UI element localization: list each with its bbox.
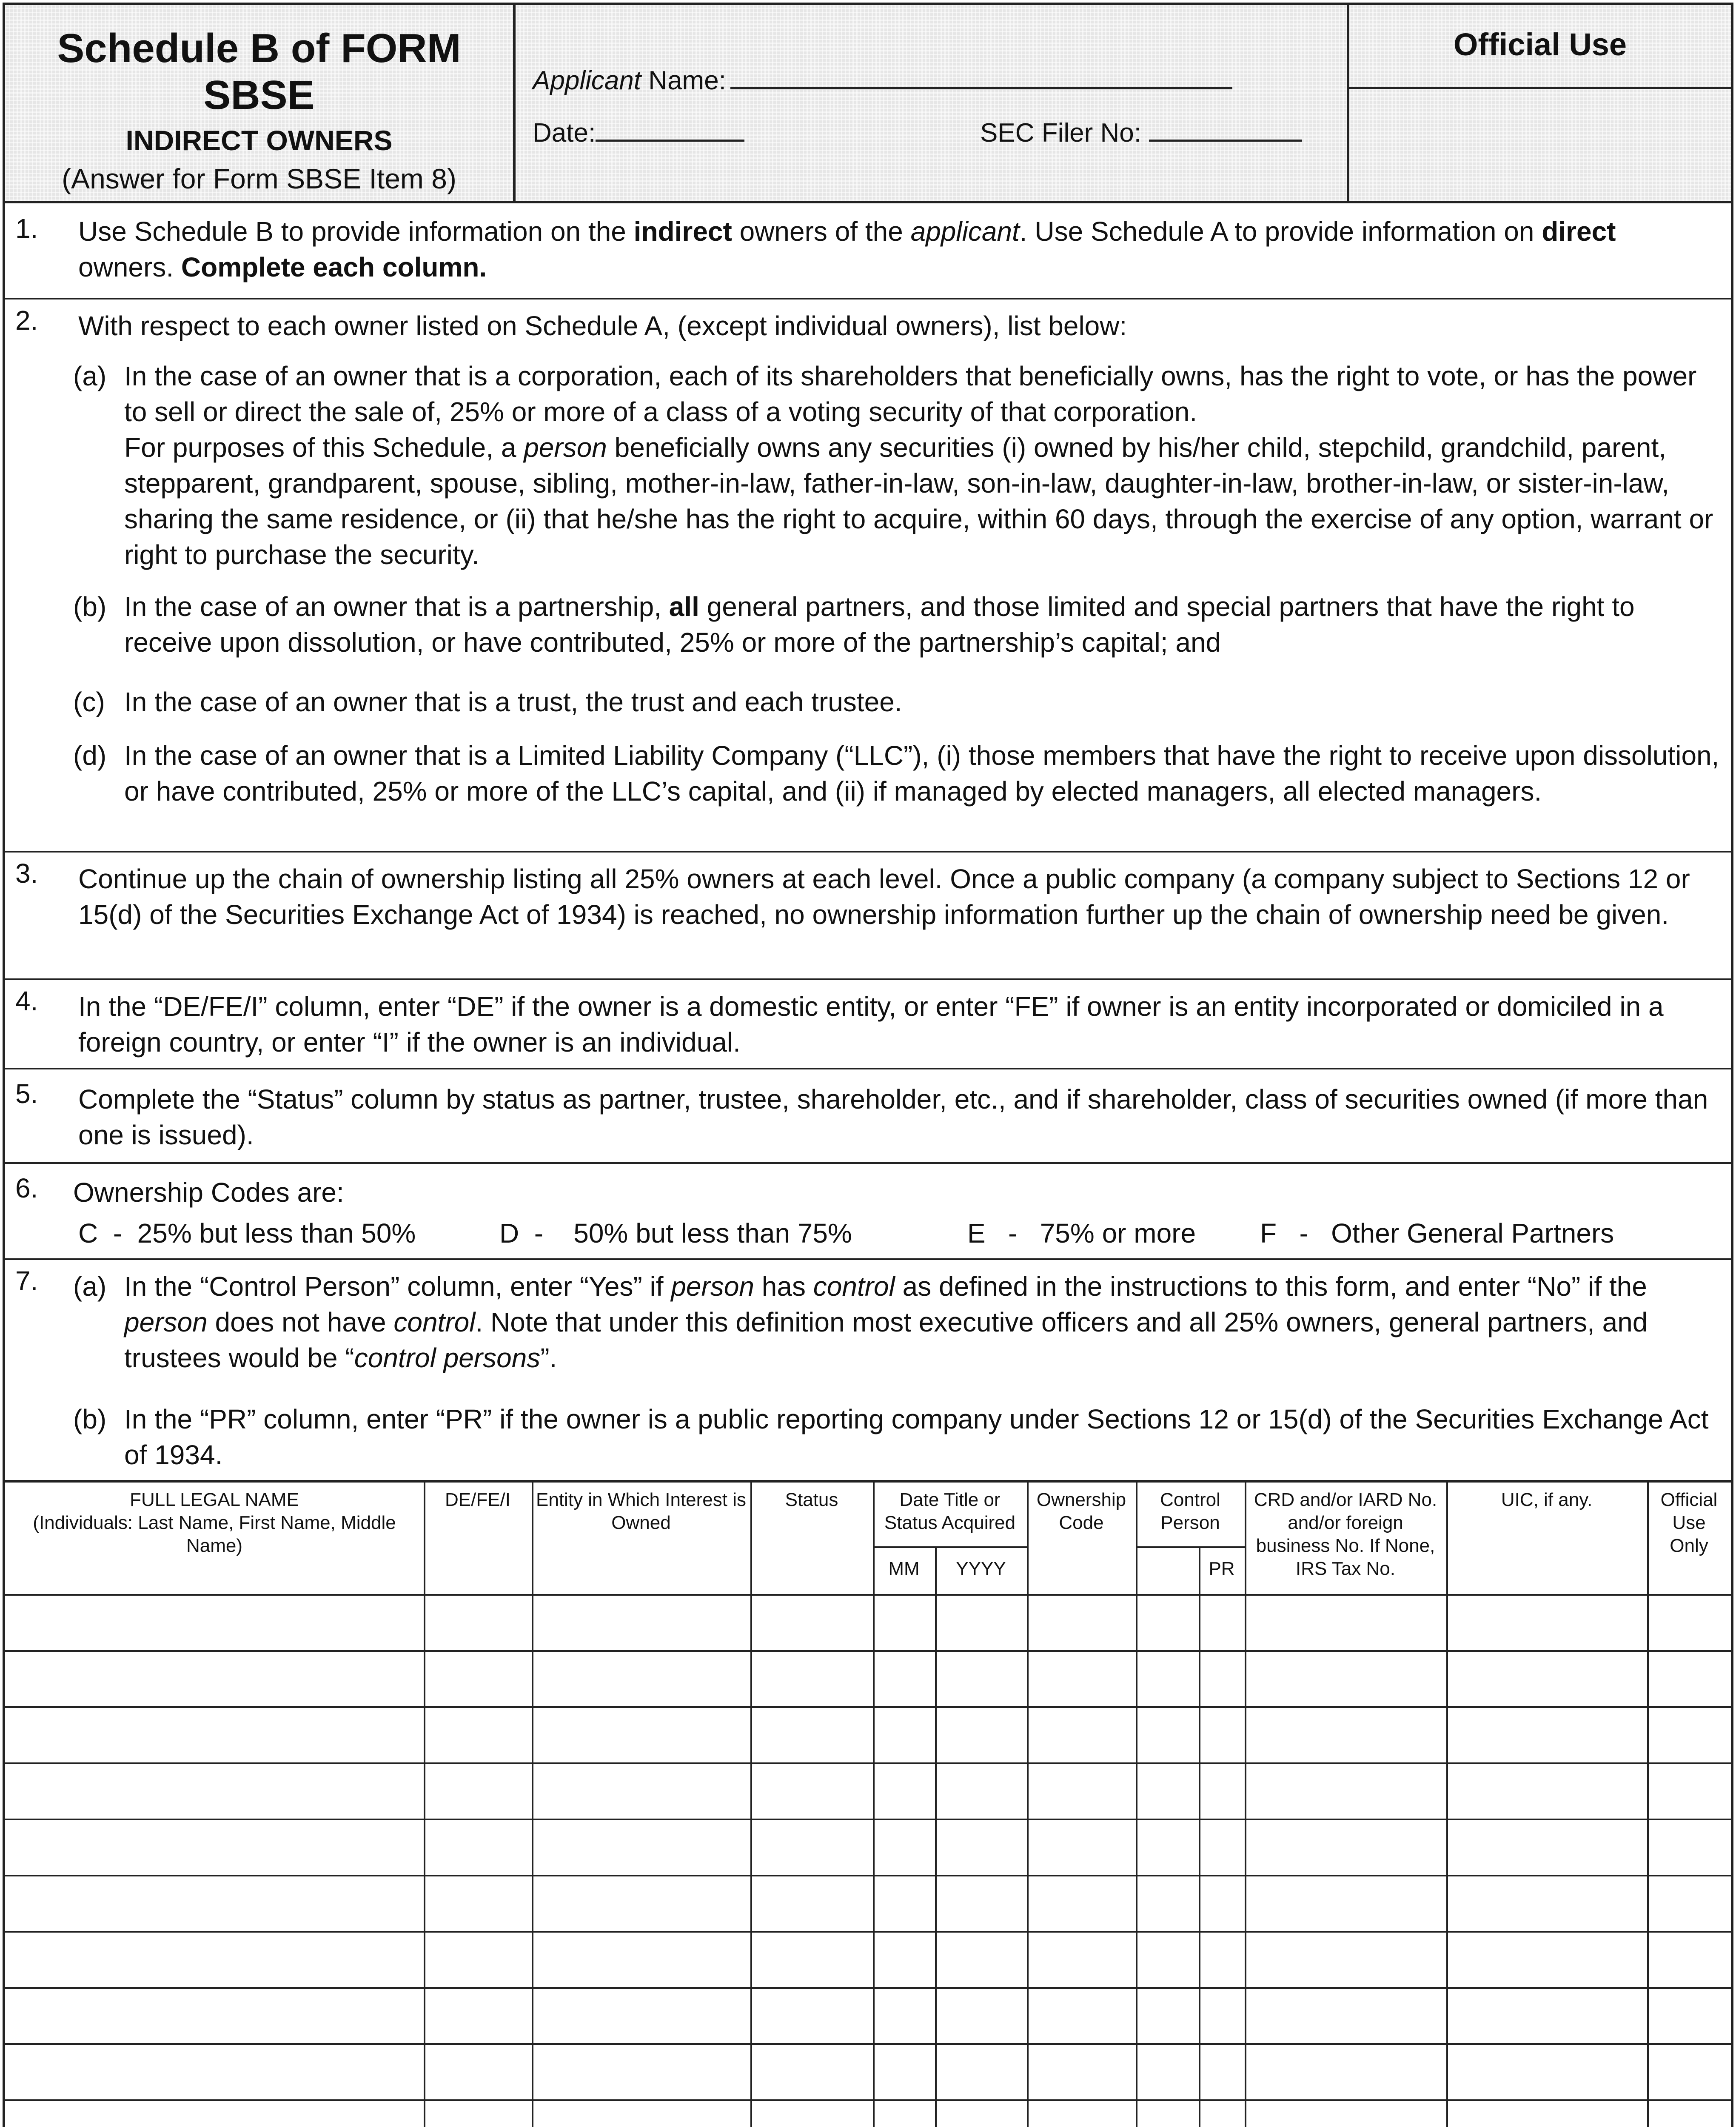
italic-run: applicant [910,216,1020,247]
item-label-d: (d) [73,740,107,771]
italic-run: person [671,1271,754,1302]
official-use-block [1349,5,1731,201]
text-run: . Note that under this definition most executive officers and all 25% owners, general partners, and trustees would be “ [124,1307,1648,1373]
italic-run: person [524,432,607,463]
header-ownership-code: Ownership Code [1036,1489,1126,1533]
ownership-code-d [499,1217,852,1249]
code-desc: 25% but less than 50% [137,1218,416,1249]
text-run: owners of the [732,216,911,247]
item-label-b: (b) [73,1404,107,1434]
indirect-owners-table [5,1480,1731,2127]
item-b-text: In the “PR” column, enter “PR” if the owner is a public reporting company under Sections 12 or 15(d) of the Securities Exchange Act of 1934. [124,1404,1709,1470]
header-status: Status [785,1489,838,1510]
instruction-text: Continue up the chain of ownership listing all 25% owners at each level. Once a public company (a company subject to Sections 12 or 15(d) of the Securities Exchange Act of 1934) is reached, no ownership information further up the chain of ownership need be given. [78,864,1690,930]
table-row[interactable] [5,2043,1731,2099]
code-dash: - [519,1218,574,1249]
form-subtitle: INDIRECT OWNERS [125,125,393,156]
instruction-6 [5,1164,1731,1260]
header-subtext: (Individuals: Last Name, First Name, Middle Name) [33,1512,396,1556]
item-label-b: (b) [73,591,107,622]
table-row[interactable] [5,1762,1731,1819]
sec-filer-line[interactable] [1149,115,1302,142]
instruction-number: 5. [15,1078,38,1109]
applicant-name-line[interactable] [730,63,1232,89]
instruction-number: 7. [15,1266,38,1296]
form-note: (Answer for Form SBSE Item 8) [62,163,456,194]
code-letter: D [499,1218,519,1249]
item-b-text [124,589,1724,660]
header-official-use: Official Use Only [1660,1489,1718,1556]
date-subheader-line [873,1546,1027,1548]
item-a-text [124,1269,1724,1376]
table-row[interactable] [5,1987,1731,2043]
header-text: FULL LEGAL NAME [130,1489,299,1510]
header-full-legal-name [5,1480,424,1557]
header-mm: MM [888,1558,920,1579]
instruction-intro: With respect to each owner listed on Schedule A, (except individual owners), list below: [78,311,1127,341]
official-use-divider [1349,87,1731,89]
code-desc: 75% or more [1040,1218,1196,1249]
item-label-c: (c) [73,687,105,717]
date-line[interactable] [596,115,744,142]
title-block [5,5,516,201]
table-row[interactable] [5,1931,1731,1987]
code-desc: 50% but less than 75% [573,1218,852,1249]
text-run: . Use Schedule A to provide information on [1019,216,1542,247]
applicant-name-field[interactable] [533,63,1232,96]
header-yyyy: YYYY [956,1558,1006,1579]
control-pr-divider [1199,1546,1200,1594]
item-d-text: In the case of an owner that is a Limited Liability Company (“LLC”), (i) those members that have the right to receive upon dissolution, or have contributed, 25% or more of the LLC’s capital, and (ii) if managed by elected managers, all elected managers. [124,740,1719,807]
instruction-number: 4. [15,986,38,1016]
text-run: general partners, and those limited and special partners that have the right to receive upon dissolution, or have contributed, 25% or more of the partnership’s capital; and [124,591,1635,658]
table-row[interactable] [5,1650,1731,1706]
item-c-text: In the case of an owner that is a trust, the trust and each trustee. [124,687,902,717]
code-dash: - [1277,1218,1331,1249]
mm-yyyy-divider [935,1546,937,1594]
table-row[interactable] [5,1875,1731,1931]
instruction-number: 2. [15,305,38,336]
code-letter: F [1260,1218,1277,1249]
table-row[interactable] [5,1706,1731,1762]
ownership-code-e [967,1217,1196,1249]
item-a-text [124,358,1724,573]
instruction-4 [5,980,1731,1069]
italic-run: control [393,1307,476,1337]
applicant-label-rest: Name: [641,66,726,95]
form-title-line1: Schedule B of FORM [57,26,461,71]
bold-run: Complete each column. [181,252,487,282]
text-run: In the case of an owner that is a partnership, [124,591,669,622]
text-run: owners. [78,252,181,282]
bold-run: all [669,591,699,622]
bold-run: direct [1542,216,1616,247]
ownership-codes-intro: Ownership Codes are: [73,1177,344,1208]
code-dash: - [98,1218,137,1249]
italic-run: control [813,1271,895,1302]
text-run: In the “Control Person” column, enter “Yes” if [124,1271,671,1302]
ownership-code-f [1260,1217,1614,1249]
header-uic: UIC, if any. [1501,1489,1593,1510]
instruction-1 [5,201,1731,299]
text-run: does not have [207,1307,394,1337]
text-run: For purposes of this Schedule, a [124,432,524,463]
text-run: Use Schedule B to provide information on the [78,216,634,247]
code-letter: E [967,1218,986,1249]
code-desc: Other General Partners [1331,1218,1614,1249]
italic-run: control persons [354,1343,541,1373]
instruction-2 [5,299,1731,853]
header-pr: PR [1209,1558,1235,1579]
instruction-text [78,214,1716,285]
header-control-person: Control Person [1160,1489,1220,1533]
applicant-label-italic: Applicant [533,66,641,95]
text-run: ”. [540,1343,557,1373]
sec-filer-field[interactable] [980,115,1302,148]
form-title-line2: SBSE [203,72,315,118]
italic-run: person [124,1307,208,1337]
date-label: Date: [533,118,596,148]
instruction-number: 3. [15,858,38,889]
table-row[interactable] [5,1594,1731,1650]
code-letter: C [78,1218,98,1249]
instruction-5 [5,1069,1731,1164]
control-subheader-line [1136,1546,1245,1548]
table-row[interactable] [5,1819,1731,1875]
bold-run: indirect [633,216,732,247]
schedule-b-form [3,3,1733,2127]
instruction-text: In the “DE/FE/I” column, enter “DE” if the owner is a domestic entity, or enter “FE” if owner is an entity incorporated or domiciled in a foreign country, or enter “I” if the owner is an individual. [78,991,1664,1058]
header-de-fe-i: DE/FE/I [445,1489,511,1510]
form-header [5,5,1731,203]
instruction-7 [5,1260,1731,1480]
date-field[interactable] [533,115,744,148]
text-run: In the case of an owner that is a corporation, each of its shareholders that beneficially owns, has the right to vote, or has the power to sell or direct the sale of, 25% or more of a class of a voting security of that corporation. [124,361,1697,427]
applicant-block [516,5,1349,201]
instruction-3 [5,853,1731,980]
sec-filer-label: SEC Filer No: [980,118,1141,148]
header-entity: Entity in Which Interest is Owned [536,1489,746,1533]
item-label-a: (a) [73,361,107,391]
instruction-number: 1. [15,213,38,244]
instruction-text: Complete the “Status” column by status as partner, trustee, shareholder, etc., and if shareholder, class of securities owned (if more than one is issued). [78,1084,1708,1150]
ownership-code-c [78,1217,416,1249]
text-run: as defined in the instructions to this form, and enter “No” if the [895,1271,1647,1302]
text-run: beneficially owns any securities (i) owned by his/her child, stepchild, grandchild, parent, stepparent, grandparent, spouse, sibling, mother-in-law, father-in-law, son-in-law, daughter-in-law, brother-in-law, or sister-in-law, sharing the same residence, or (ii) that he/she has the right to acquire, within 60 days, through the exercise of any option, warrant or right to purchase the security. [124,432,1713,570]
table-row[interactable] [5,2099,1731,2127]
official-use-label: Official Use [1453,27,1627,62]
code-dash: - [985,1218,1040,1249]
instruction-number: 6. [15,1173,38,1203]
header-crd-iard: CRD and/or IARD No. and/or foreign business No. If None, IRS Tax No. [1254,1489,1437,1579]
item-label-a: (a) [73,1271,107,1302]
header-date-acquired: Date Title or Status Acquired [884,1489,1016,1533]
text-run: has [754,1271,813,1302]
